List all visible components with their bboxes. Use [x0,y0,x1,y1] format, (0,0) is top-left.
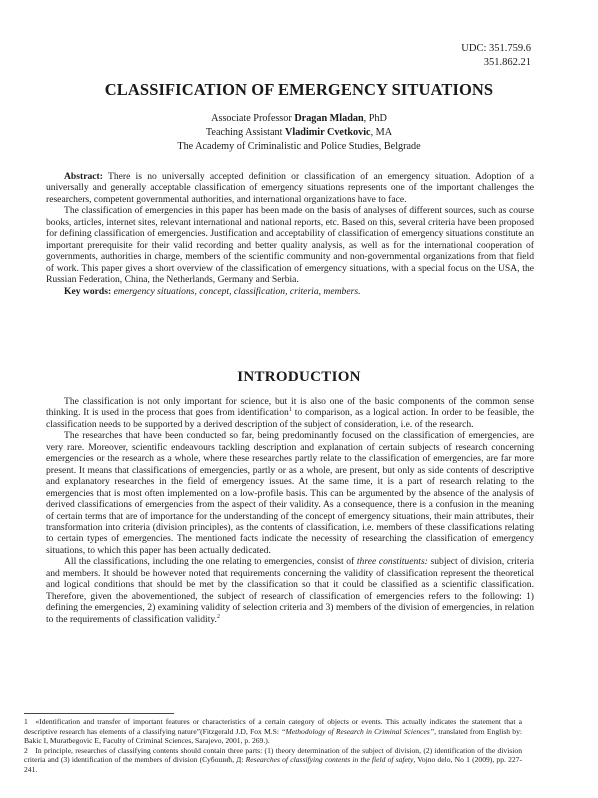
intro-p3-text-a: All the classifications, including the one relating to emergencies, consist of [64,556,357,568]
abstract-paragraph-2: The classification of emergencies in this paper has been made on the basis of analyses of different sources, such as course books, articles, internet sites, relevant international and national reports, etc. Based on this, several criteria have been proposed for defining classification of emergencies. Justification and acceptability of classification of emergency situations constitute an important prerequisite for their valid recording and better quality analysis, as well as for the international cooperation of governments, authorities in charge, members of the scientific community and non-governmental organizations from that field of work. This paper gives a short overview of the classification of emergency situations, with a special focus on the USA, the Russian Federation, China, the Netherlands, Germany and Serbia. [46,205,534,286]
introduction-section [46,396,534,625]
footnote-2-text-a: 2 In principle, researches of classifying contents should contain three parts: (1) theory determination of the subject of division, (2) identification of the division criteria and (3) identification of the members of division (Субошић, Д: [24,745,522,765]
author-2 [0,126,598,140]
intro-p3-italic: three constituents: [356,556,428,568]
author-1-name: Dragan Mladan [294,113,364,124]
footnotes-section [24,717,522,775]
intro-paragraph-1 [46,396,534,430]
udc-line-2: 351.862.21 [483,57,531,68]
footnote-2 [24,746,522,775]
footnote-1-text-a: 1 «Identification and transfer of important features or characteristics of a certain category of objects or events. This actually indicates the statement that a descriptive research has elements of a classifying nature”(Fitzgerald J.D, Fox M.S: [24,717,522,736]
footnote-ref-1[interactable]: 1 [288,407,292,414]
abstract-text-1: There is no universally accepted definition or classification of an emergency situation. Adoption of a universally and generally acceptable classification of emergency situations represents one of the important challenges the researchers, competent governmental authorities, and international organizations have to face. [46,171,534,205]
intro-paragraph-3 [46,556,534,625]
author-1-degree: , PhD [363,113,387,124]
footnote-divider [24,713,174,714]
intro-p1-text-a: The classification is not only important for science, but it is also one of the basic components of the common sense thinking. It is used in the process that goes from identification [46,396,534,419]
paper-title: CLASSIFICATION OF EMERGENCY SITUATIONS [104,80,494,99]
author-block [0,112,598,154]
footnote-1 [24,717,522,746]
author-1 [0,112,598,126]
footnote-1-italic: “Methodology of Research in Criminal Sciences” [281,726,435,736]
author-2-degree: , MA [370,127,393,138]
author-2-role: Teaching Assistant [205,127,285,138]
author-2-name: Vladimir Cvetkovic [285,127,371,138]
footnote-2-italic: Researches of classifying contents in the field of safety [245,755,414,765]
udc-code [461,42,531,70]
keywords-paragraph [46,286,534,297]
abstract-label: Abstract: [64,171,103,182]
abstract-section [46,171,534,297]
section-heading-introduction: INTRODUCTION [237,369,361,385]
intro-p1-text-b: to comparison, as a logical action. In order to be feasible, the classification needs to be supported by a derived description of the subject of consideration, i.e. of the research. [46,407,534,430]
footnote-ref-2[interactable]: 2 [216,613,220,620]
intro-paragraph-2: The researches that have been conducted so far, being predominantly focused on the classification of emergencies, are very rare. Moreover, scientific endeavours tackling description and explanation of certain subjects of research concerning emergencies or the research as a whole, where these researches partly relate to the classification of emergencies, are far more present. It means that classifications of emergencies, partly or as a whole, are present, but only as side contents of descriptive and explanatory researches in the field of emergency issues. At the same time, it is a part of research relating to the emergencies that is most often implemented on a low-profile basis. This can be argumented by the absence of the analysis of derived classifications of emergencies from the aspect of their validity. As a consequence, there is a confusion in the meaning of certain terms that are of importance for the understanding of the concept of emergency situations, their main attributes, their transformation into criteria (division principles), as the contents of classification, i.e. members of these classifications relating to certain types of emergencies. The mentioned facts indicate the necessity of researching the classification of emergency situations, to which this paper has been actually dedicated. [46,430,534,556]
footnote-2-text-b: , Vojno delo, No 1 (2009), pp. 227-241. [24,755,522,774]
footnote-1-text-b: , translated from English by: Bakic I, Muratbegovic E, Faculty of Criminal Sciences, Sarajevo, 2001, p. 269.). [24,726,522,746]
keywords-label: Key words: [64,285,112,297]
keywords-text: emergency situations, concept, classification, criteria, members. [111,285,361,297]
intro-p3-text-b: subject of division, criteria and members. It should be however noted that requirements concerning the validity of classification represent the theoretical and logical conditions that should be met by the classification so that it could be classified as a scientific classification. Therefore, given the abovementioned, the subject of research of classification of emergencies refers to the following: 1) defining the emergencies, 2) examining validity of selection criteria and 3) members of the division of emergencies, in relation to the requirements of classification validity. [46,556,534,625]
institution: The Academy of Criminalistic and Police Studies, Belgrade [177,141,421,152]
udc-line-1: UDC: 351.759.6 [461,43,531,54]
author-1-role: Associate Professor [211,113,295,124]
abstract-paragraph-1 [46,171,534,205]
